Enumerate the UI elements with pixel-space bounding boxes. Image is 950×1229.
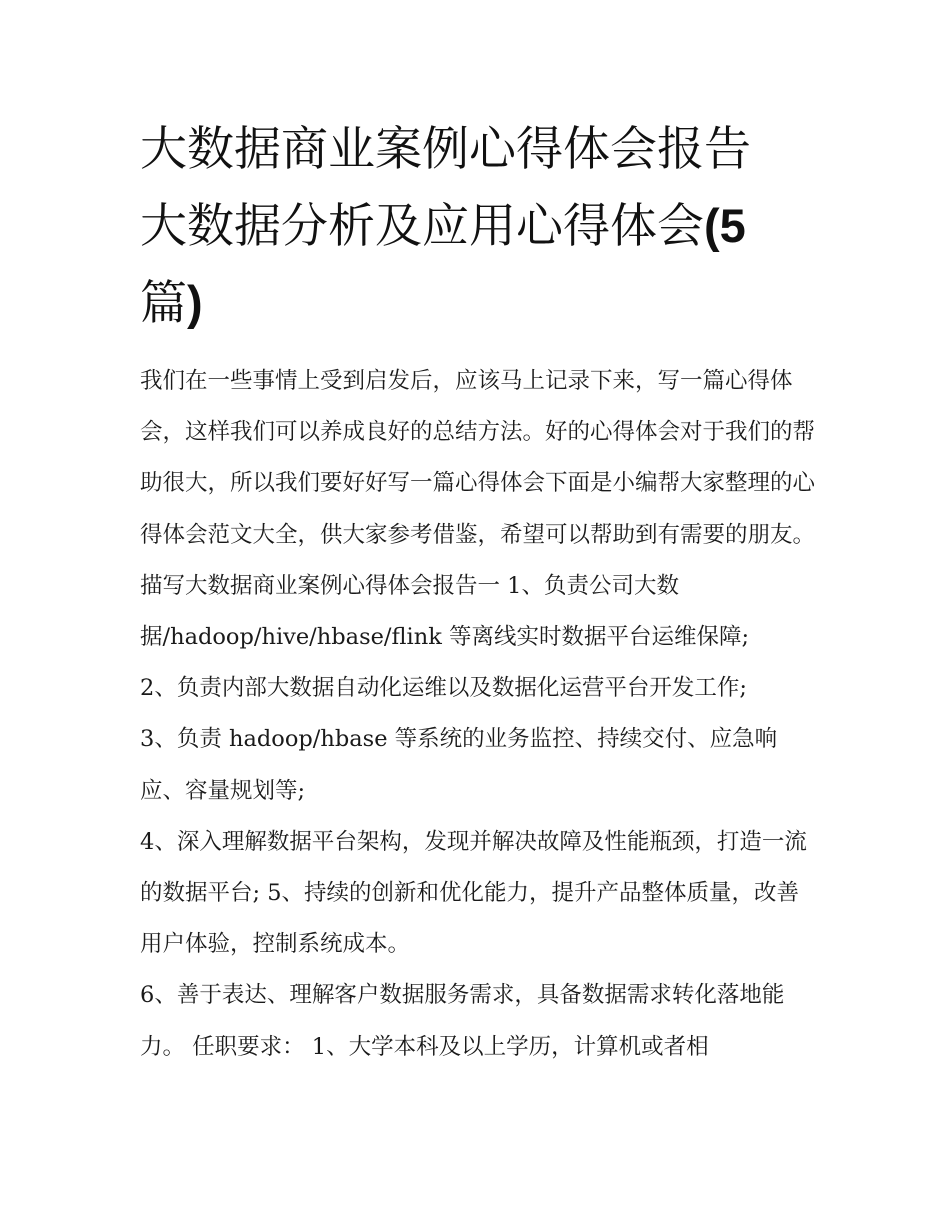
title-line-2-suffix: (5 [704, 199, 746, 252]
title-line-2: 大数据分析及应用心得体会 [140, 199, 704, 254]
paragraph-intro: 我们在一些事情上受到启发后，应该马上记录下来，写一篇心得体会，这样我们可以养成良好的总结方法。好的心得体会对于我们的帮助很大，所以我们要好好写一篇心得体会下面是小编帮大家整理的心得体会范文大全，供大家参考借鉴，希望可以帮助到有需要的朋友。 [140, 368, 816, 548]
title-line-3: 篇 [140, 276, 187, 331]
title-line-3-suffix: ) [187, 276, 203, 329]
paragraph-item-3: 3、负责 hadoop/hbase 等系统的业务监控、持续交付、应急响应、容量规划等; [140, 726, 778, 804]
paragraph-item-2: 2、负责内部大数据自动化运维以及数据化运营平台开发工作; [140, 675, 747, 702]
paragraph-item-6-requirements: 6、善于表达、理解客户数据服务需求，具备数据需求转化落地能力。 任职要求： 1、大学本科及以上学历，计算机或者相 [140, 982, 785, 1060]
document-title [140, 112, 820, 342]
title-line-1: 大数据商业案例心得体会报告 [140, 122, 751, 177]
document-body [140, 356, 820, 1073]
paragraph-item-4-5: 4、深入理解数据平台架构，发现并解决故障及性能瓶颈，打造一流的数据平台; 5、持续的创新和优化能力，提升产品整体质量，改善用户体验，控制系统成本。 [140, 828, 807, 958]
paragraph-item-1: 描写大数据商业案例心得体会报告一 1、负责公司大数据/hadoop/hive/hbase/flink 等离线实时数据平台运维保障; [140, 572, 750, 651]
